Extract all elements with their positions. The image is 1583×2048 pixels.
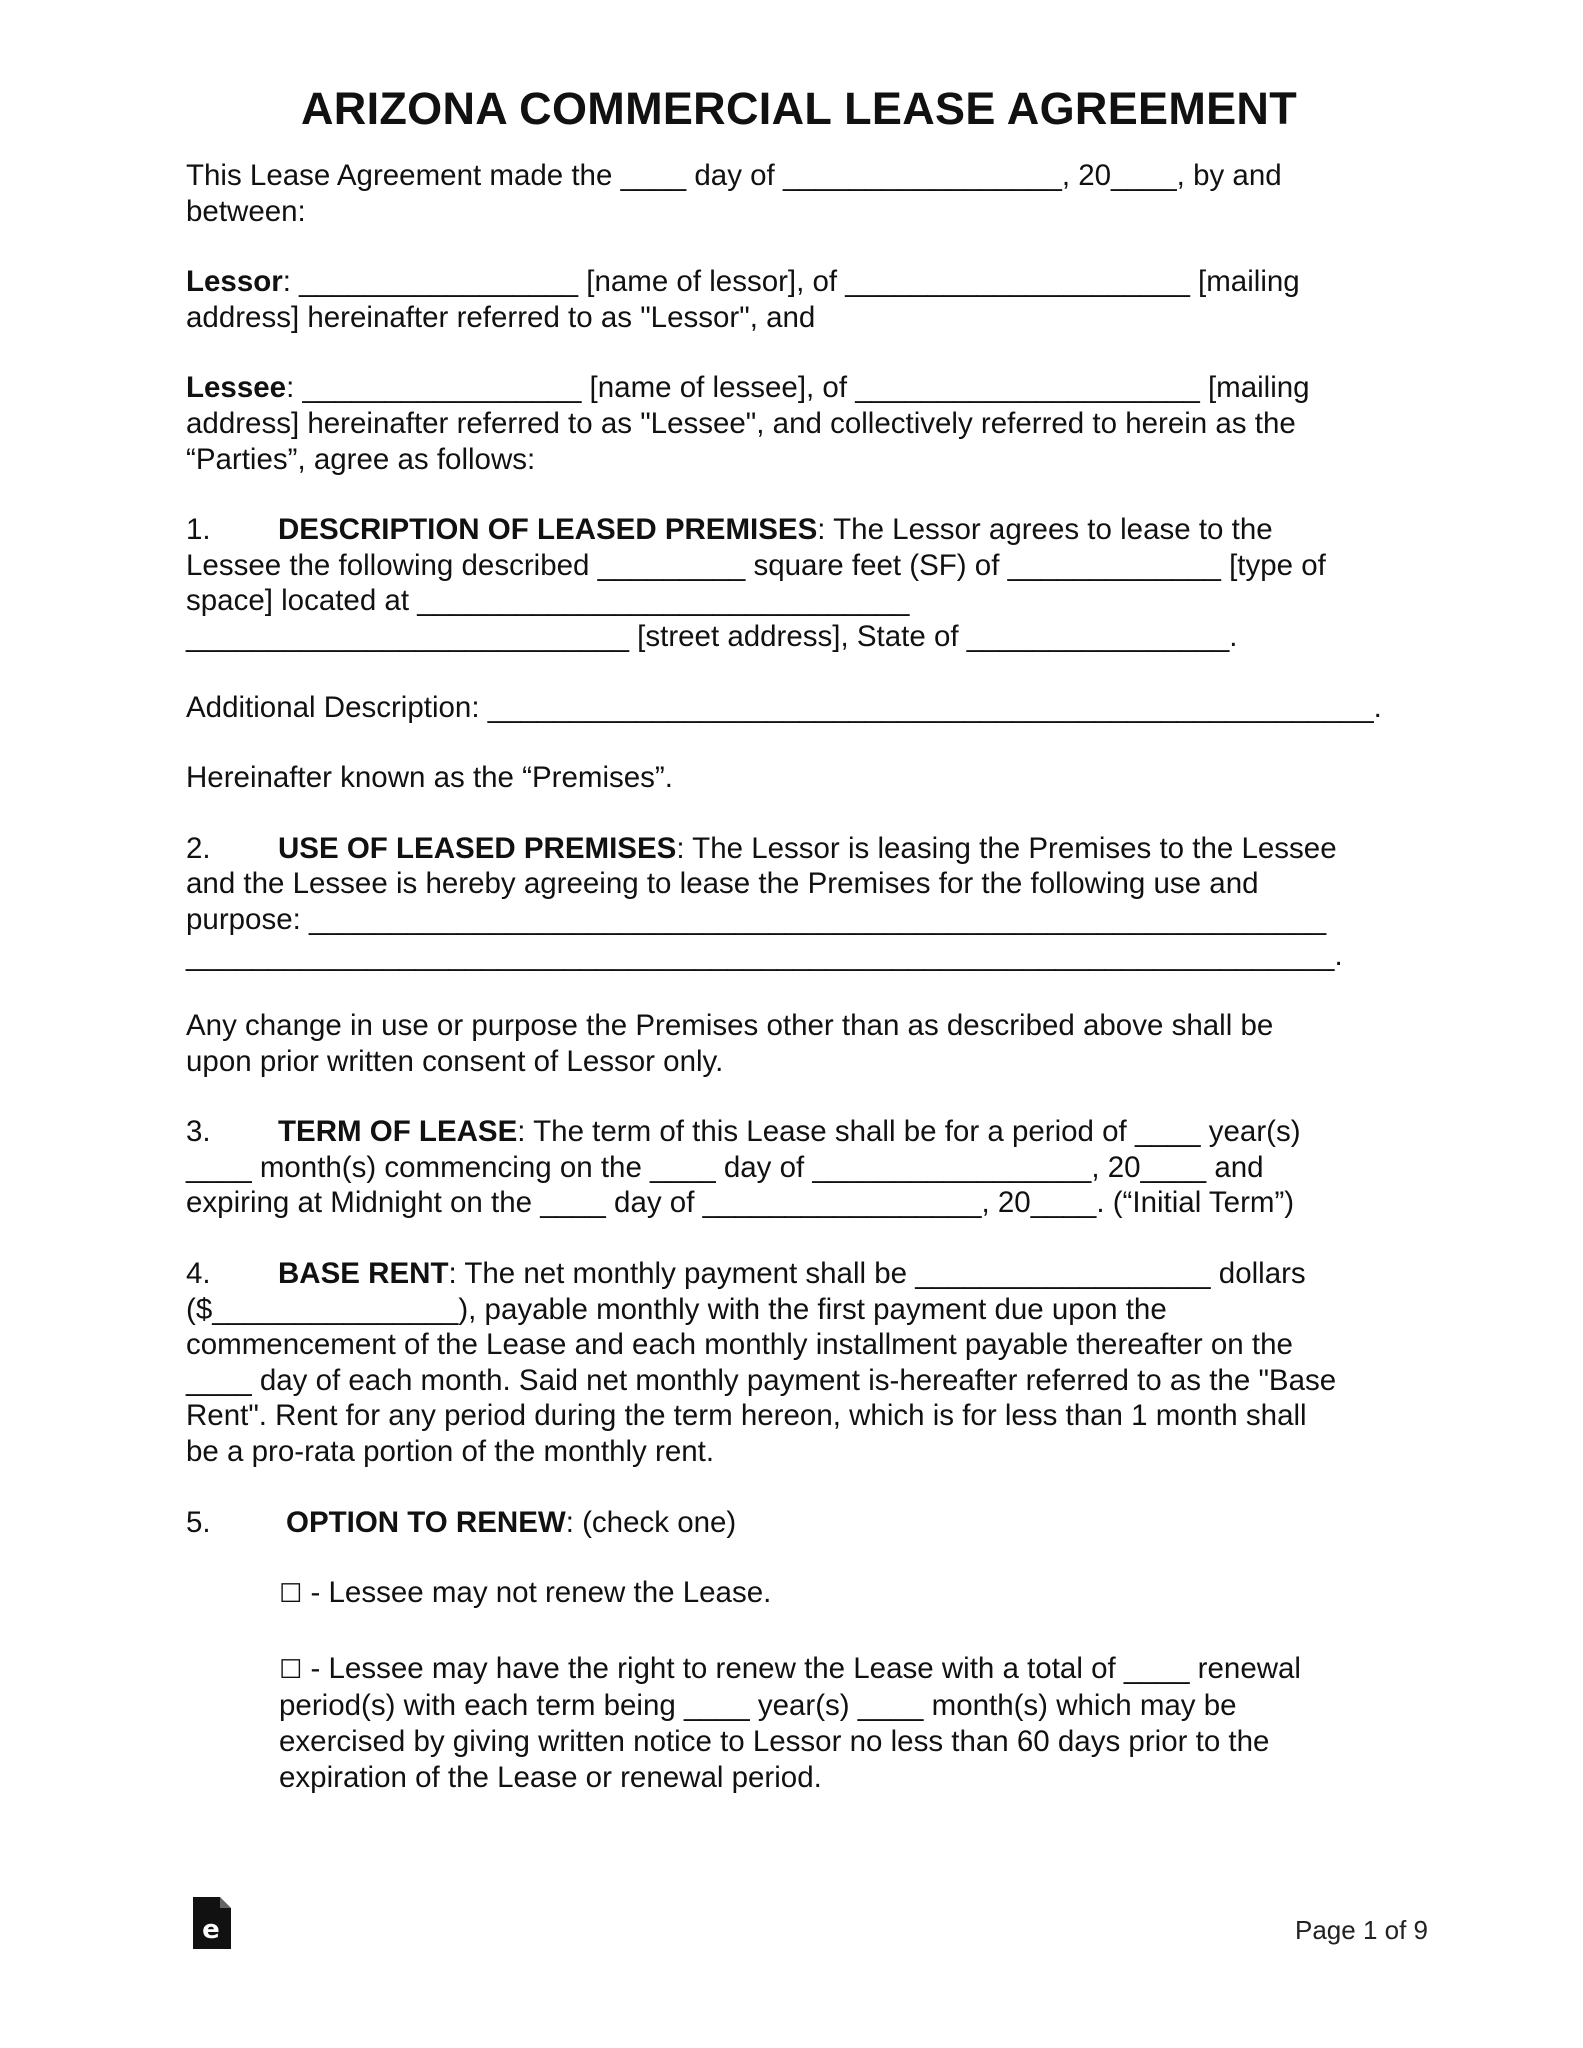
additional-description: Additional Description: ______________________________________________________. [186, 690, 1382, 724]
section-1-line-1: : The Lessor agrees to lease to the [817, 513, 1273, 547]
section-4-number: 4. [186, 1257, 211, 1291]
section-5-heading: OPTION TO RENEW [286, 1505, 566, 1539]
section-3-heading: TERM OF LEASE [278, 1115, 518, 1149]
intro-paragraph [186, 158, 1412, 229]
use-change-line-2: upon prior written consent of Lessor only. [186, 1044, 724, 1078]
section-1 [186, 512, 1412, 654]
section-3-line-2: ____ month(s) commencing on the ____ day of _________________, 20____ and [186, 1150, 1264, 1184]
section-1-line-3: space] located at ______________________________ [186, 584, 910, 618]
section-1-heading: DESCRIPTION OF LEASED PREMISES [278, 513, 818, 547]
renew-option-2-checkbox[interactable]: ☐ [279, 1654, 303, 1685]
renew-option-1-checkbox[interactable]: ☐ [279, 1579, 303, 1610]
section-3-line-3: expiring at Midnight on the ____ day of _________________, 20____. (“Initial Term”) [186, 1186, 1295, 1220]
section-2-heading: USE OF LEASED PREMISES [278, 831, 677, 865]
lessor-paragraph [186, 264, 1412, 335]
eforms-logo-icon [193, 1897, 231, 1949]
section-2-number: 2. [186, 831, 211, 865]
section-2-line-1: : The Lessor is leasing the Premises to the Lessee [676, 831, 1337, 865]
section-2-line-2: and the Lessee is hereby agreeing to lease the Premises for the following use and [186, 867, 1259, 901]
section-5 [186, 1505, 1412, 1541]
section-2 [186, 831, 1412, 973]
lessor-line-2: address] hereinafter referred to as "Lessor", and [186, 300, 816, 334]
section-3-number: 3. [186, 1115, 211, 1149]
renew-option-2-line-4: expiration of the Lease or renewal period. [279, 1760, 822, 1794]
renew-option-1-text: - Lessee may not renew the Lease. [302, 1576, 772, 1610]
renew-option-2 [186, 1651, 1412, 1795]
section-4 [186, 1256, 1412, 1470]
use-change-paragraph [186, 1008, 1412, 1079]
lessee-line-1: : _________________ [name of lessee], of _____________________ [mailing [286, 371, 1310, 405]
section-2-line-4: ______________________________________________________________________. [186, 938, 1343, 972]
section-4-line-6: be a pro-rata portion of the monthly rent. [186, 1435, 715, 1469]
renew-option-2-line-3: exercised by giving written notice to Lessor no less than 60 days prior to the [279, 1725, 1270, 1758]
lessor-label: Lessor [186, 265, 283, 299]
intro-line-1: This Lease Agreement made the ____ day of _________________, 20____, by and [186, 159, 1282, 192]
document-title: ARIZONA COMMERCIAL LEASE AGREEMENT [300, 83, 1298, 134]
section-1-line-2: Lessee the following described _________ square feet (SF) of _____________ [type of [186, 548, 1326, 582]
section-3-line-1: : The term of this Lease shall be for a period of ____ year(s) [517, 1115, 1301, 1149]
section-2-line-3: purpose: ______________________________________________________________ [186, 902, 1327, 936]
renew-option-2-line-2: period(s) with each term being ____ year(s) ____ month(s) which may be [279, 1689, 1237, 1723]
renew-option-1 [186, 1575, 1412, 1613]
section-1-line-4: ___________________________ [street address], State of ________________. [186, 619, 1238, 653]
section-4-heading: BASE RENT [278, 1257, 449, 1291]
section-4-line-2: ($_______________), payable monthly with the first payment due upon the [186, 1292, 1167, 1326]
section-4-line-5: Rent". Rent for any period during the term hereon, which is for less than 1 month shall [186, 1399, 1307, 1433]
svg-text:e: e [202, 1915, 220, 1945]
lessee-line-3: “Parties”, agree as follows: [186, 442, 536, 476]
section-5-number: 5. [186, 1505, 211, 1539]
document-body [186, 82, 1412, 1795]
lessee-paragraph [186, 370, 1412, 477]
intro-line-2: between: [186, 194, 306, 228]
use-change-line-1: Any change in use or purpose the Premises other than as described above shall be [186, 1009, 1274, 1043]
premises-definition: Hereinafter known as the “Premises”. [186, 761, 673, 795]
lessor-line-1: : _________________ [name of lessor], of _____________________ [mailing [282, 265, 1300, 299]
section-3 [186, 1114, 1412, 1221]
renew-option-2-line-1: - Lessee may have the right to renew the Lease with a total of ____ renewal [302, 1651, 1301, 1685]
section-4-line-3: commencement of the Lease and each monthly installment payable thereafter on the [186, 1328, 1293, 1362]
section-4-line-1: : The net monthly payment shall be __________________ dollars [448, 1257, 1306, 1291]
lessee-line-2: address] hereinafter referred to as "Lessee", and collectively referred to herein as the [186, 406, 1296, 440]
section-5-suffix: : (check one) [565, 1505, 737, 1539]
lessee-label: Lessee [186, 371, 287, 405]
page-number: Page 1 of 9 [1295, 1915, 1428, 1945]
section-1-number: 1. [186, 513, 211, 547]
section-4-line-4: ____ day of each month. Said net monthly payment is-hereafter referred to as the "Base [186, 1363, 1337, 1397]
